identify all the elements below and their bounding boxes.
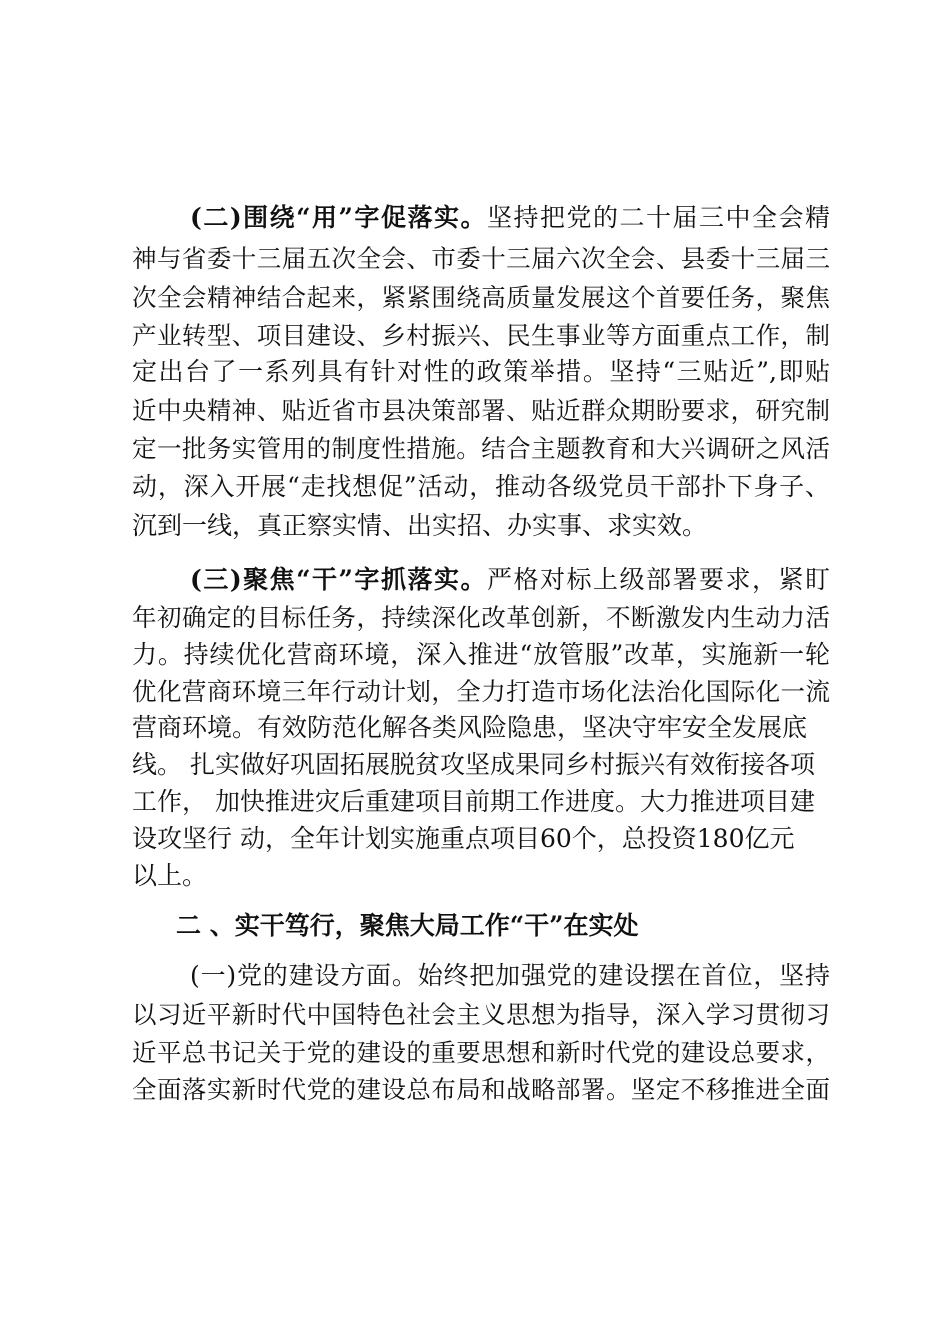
- paragraph-line: 设攻坚行 动，全年计划实施重点项目60个，总投资180亿元: [132, 824, 795, 853]
- paragraph-line: 年初确定的目标任务，持续深化改革创新，不断激发内生动力活: [132, 603, 830, 632]
- paragraph-line: 优化营商环境三年行动计划，全力打造市场化法治化国际化一流: [132, 677, 830, 706]
- paragraph-line: 工作， 加快推进灾后重建项目前期工作进度。大力推进项目建: [132, 787, 815, 816]
- paragraph-line: 力。持续优化营商环境，深入推进“放管服”改革，实施新一轮: [132, 640, 830, 669]
- paragraph-line: 全面落实新时代党的建设总布局和战略部署。坚定不移推进全面: [132, 1075, 830, 1104]
- paragraph-line: 营商环境。有效防范化解各类风险隐患，坚决守牢安全发展底: [132, 713, 808, 742]
- paragraph-line: 以上。: [132, 861, 208, 890]
- paragraph-line: 线。 扎实做好巩固拓展脱贫攻坚成果同乡村振兴有效衔接各项: [132, 750, 815, 779]
- line-text: 严格对标上级部署要求，紧盯: [486, 565, 830, 594]
- paragraph-line: 近平总书记关于党的建设的重要思想和新时代党的建设总要求，: [132, 1038, 830, 1067]
- section-title: (三)聚焦“干”字抓落实。: [190, 565, 487, 594]
- paragraph-line: 定一批务实管用的制度性措施。结合主题教育和大兴调研之风活: [132, 434, 830, 463]
- paragraph-line: 近中央精神、贴近省市县决策部署、贴近群众期盼要求，研究制: [132, 396, 830, 425]
- paragraph-line: 产业转型、项目建设、乡村振兴、民生事业等方面重点工作，制: [132, 321, 830, 350]
- paragraph-line: 以习近平新时代中国特色社会主义思想为指导，深入学习贯彻习: [132, 1000, 830, 1029]
- section-title: (二)围绕“用”字促落实。: [190, 203, 487, 232]
- paragraph-line: [190, 562, 830, 598]
- paragraph-line: (一)党的建设方面。始终把加强党的建设摆在首位，坚持: [190, 961, 830, 990]
- paragraph-line: 次全会精神结合起来，紧紧围绕高质量发展这个首要任务，聚焦: [132, 283, 830, 312]
- section-heading: 二 、实干笃行，聚焦大局工作“干”在实处: [176, 911, 639, 940]
- paragraph-line: 神与省委十三届五次全会、市委十三届六次全会、县委十三届三: [132, 244, 830, 273]
- paragraph-line: [190, 200, 830, 236]
- paragraph-line: 沉到一线，真正察实情、出实招、办实事、求实效。: [132, 511, 708, 540]
- line-text: 坚持把党的二十届三中全会精: [486, 203, 830, 232]
- paragraph-line: 定出台了一系列具有针对性的政策举措。坚持“三贴近”,即贴: [132, 357, 830, 386]
- paragraph-line: 动，深入开展“走找想促”活动，推动各级党员干部扑下身子、: [132, 472, 830, 501]
